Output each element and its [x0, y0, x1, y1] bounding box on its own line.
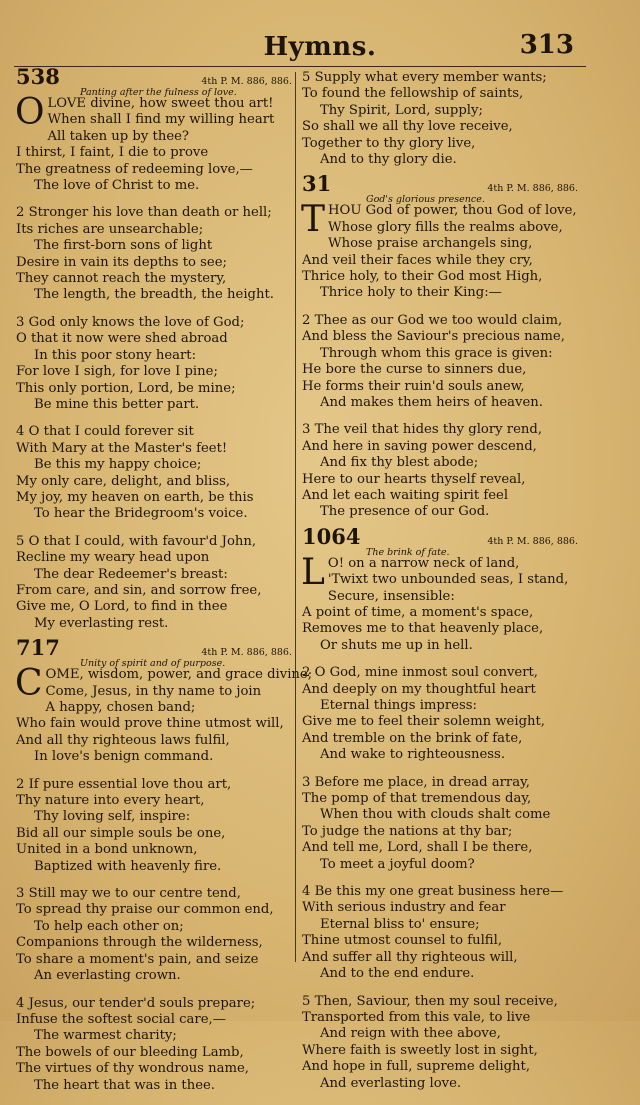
- verse-line: Whose glory fills the realms above,: [328, 219, 563, 235]
- drop-cap: C: [15, 663, 43, 705]
- hymn-number: 31: [302, 171, 332, 197]
- verse-line: All taken up by thee?: [47, 128, 189, 144]
- verse-line: 3 God only knows the love of God;: [16, 314, 245, 330]
- hymn-block: [301, 523, 582, 1092]
- verse-line: From care, and sin, and sorrow free,: [16, 582, 262, 598]
- verse-line: Give me, O Lord, to find in thee: [16, 599, 228, 615]
- verse-line: An everlasting crown.: [34, 968, 181, 984]
- verse-line: Whose praise archangels sing,: [328, 236, 533, 252]
- stanza: [16, 205, 296, 303]
- verse-line: 3 Before me place, in dread array,: [302, 774, 530, 790]
- stanza: [302, 422, 582, 520]
- verse-line: My only care, delight, and bliss,: [16, 473, 231, 489]
- verse-line: My everlasting rest.: [34, 615, 169, 631]
- verse-line: O! on a narrow neck of land,: [327, 555, 520, 571]
- verse-line: And makes them heirs of heaven.: [320, 394, 543, 410]
- stanza: [16, 424, 296, 522]
- hymn-number: 717: [16, 635, 60, 661]
- verse-line: The dear Redeemer's breast:: [34, 566, 228, 582]
- hymn-block: [301, 171, 582, 520]
- verse-line: Or shuts me up in hell.: [320, 637, 473, 653]
- verse-line: Thy Spirit, Lord, supply;: [320, 102, 483, 118]
- stanza: [16, 886, 296, 984]
- verse-line: For love I sigh, for love I pine;: [16, 364, 218, 380]
- hymn-block: [302, 70, 582, 168]
- verse-line: 3 The veil that hides thy glory rend,: [302, 422, 543, 438]
- verse-line: Eternal things impress:: [320, 698, 477, 713]
- verse-line: And tremble on the brink of fate,: [302, 730, 523, 746]
- verse-line: And here in saving power descend,: [302, 438, 537, 454]
- verse-line: Its riches are unsearchable;: [16, 221, 204, 237]
- verse-line: A point of time, a moment's space,: [302, 604, 534, 620]
- drop-cap: O: [15, 92, 45, 133]
- verse-line: The greatness of redeeming love,—: [16, 161, 253, 177]
- stanza: [302, 884, 582, 982]
- verse-line: Here to our hearts thyself reveal,: [302, 471, 526, 487]
- verse-line: Recline my weary head upon: [16, 550, 210, 566]
- hymn-heading: [16, 635, 296, 670]
- verse-line: Who fain would prove thine utmost will,: [16, 716, 284, 732]
- verse-line: In love's benign command.: [34, 749, 214, 765]
- verse-line: And veil their faces while they cry,: [302, 252, 533, 268]
- verse-line: Removes me to that heavenly place,: [302, 621, 544, 637]
- verse-line: This only portion, Lord, be mine;: [16, 380, 236, 396]
- verse-line: He bore the curse to sinners due,: [302, 362, 527, 378]
- verse-line: And deeply on my thoughtful heart: [302, 681, 536, 697]
- verse-line: Thy loving self, inspire:: [34, 809, 191, 825]
- hymn-meter: 4th P. M. 886, 886.: [487, 183, 578, 195]
- hymn-subtitle: God's glorious presence.: [366, 194, 485, 206]
- verse-line: Through whom this grace is given:: [320, 345, 553, 361]
- verse-line: And hope in full, supreme delight,: [302, 1059, 531, 1075]
- verse-line: 'Twixt two unbounded seas, I stand,: [327, 572, 569, 588]
- verse-line: Companions through the wilderness,: [16, 935, 263, 951]
- verse-line: Thrice holy to their King:—: [320, 285, 502, 301]
- hymn-number: 538: [16, 64, 60, 89]
- hymn-heading: [16, 64, 296, 98]
- verse-line: And to the end endure.: [320, 966, 475, 982]
- page-header: [0, 28, 640, 68]
- verse-line: And reign with thee above,: [320, 1026, 501, 1042]
- stanza: [302, 665, 582, 763]
- verse-line: 4 Jesus, our tender'd souls prepare;: [16, 995, 256, 1011]
- verse-line: And everlasting love.: [320, 1075, 462, 1091]
- verse-line: 5 Then, Saviour, then my soul receive,: [302, 993, 558, 1009]
- verse-line: 3 Still may we to our centre tend,: [16, 886, 241, 902]
- stanza: [302, 313, 582, 411]
- verse-line: And let each waiting spirit feel: [302, 487, 509, 503]
- verse-line: 2 If pure essential love thou art,: [16, 776, 232, 792]
- verse-line: With Mary at the Master's feet!: [16, 440, 228, 456]
- hymn-heading: [302, 523, 582, 558]
- verse-line: And wake to righteousness.: [320, 747, 506, 763]
- hymn-subtitle: The brink of fate.: [366, 546, 450, 558]
- header-rule: [14, 66, 586, 67]
- stanza: [302, 70, 582, 168]
- running-title: Hymns.: [263, 32, 377, 62]
- hymn-heading: [302, 171, 582, 206]
- verse-line: To help each other on;: [34, 918, 184, 934]
- verse-line: Where faith is sweetly lost in sight,: [302, 1042, 538, 1058]
- verse-line: He forms their ruin'd souls anew,: [302, 378, 525, 394]
- verse-line: Infuse the softest social care,—: [16, 1011, 226, 1027]
- verse-line: To judge the nations at thy bar;: [302, 823, 513, 839]
- verse-line: To hear the Bridegroom's voice.: [34, 506, 248, 522]
- verse-line: Thrice holy, to their God most High,: [302, 269, 543, 285]
- hymn-meter: 4th P. M. 886, 886.: [201, 76, 292, 87]
- verse-line: The virtues of thy wondrous name,: [16, 1061, 249, 1077]
- verse-line: With serious industry and fear: [302, 900, 506, 916]
- verse-line: Eternal bliss to' ensure;: [320, 916, 480, 932]
- stanza: [16, 996, 296, 1094]
- verse-line: LOVE divine, how sweet thou art!: [47, 96, 274, 111]
- verse-line: The length, the breadth, the height.: [34, 287, 274, 303]
- verse-line: The heart that was in thee.: [34, 1077, 215, 1093]
- hymn-meter: 4th P. M. 886, 886.: [201, 647, 292, 659]
- stanza: [302, 994, 582, 1092]
- verse-line: The love of Christ to me.: [34, 178, 200, 194]
- verse-line: Baptized with heavenly fire.: [34, 858, 222, 874]
- hymn-block: [15, 635, 313, 1094]
- verse-line: HOU God of power, thou God of love,: [328, 203, 577, 219]
- left-column: [15, 64, 313, 1105]
- hymn-block: [15, 64, 296, 632]
- stanza: [302, 775, 582, 873]
- verse-line: Come, Jesus, in thy name to join: [45, 683, 262, 699]
- verse-line: To spread thy praise our common end,: [16, 902, 274, 918]
- verse-line: 2 O God, mine inmost soul convert,: [302, 665, 538, 681]
- verse-line: 4 Be this my one great business here—: [302, 884, 564, 900]
- stanza: [16, 777, 296, 875]
- verse-line: The warmest charity;: [34, 1028, 177, 1044]
- verse-line: 5 O that I could, with favour'd John,: [16, 533, 257, 549]
- verse-line: My joy, my heaven on earth, be this: [16, 489, 254, 505]
- verse-line: I thirst, I faint, I die to prove: [16, 145, 209, 161]
- verse-line: United in a bond unknown,: [16, 842, 198, 858]
- verse-line: Secure, insensible:: [327, 588, 455, 604]
- verse-line: Together to thy glory live,: [302, 135, 476, 151]
- right-column: [302, 70, 582, 1103]
- verse-line: They cannot reach the mystery,: [16, 271, 227, 287]
- hymn-number: 1064: [302, 523, 361, 549]
- verse-line: In this poor stony heart:: [34, 347, 197, 363]
- verse-line: 4 O that I could forever sit: [16, 424, 194, 440]
- drop-cap: T: [301, 199, 326, 241]
- verse-line: And bless the Saviour's precious name,: [302, 329, 565, 345]
- verse-line: And to thy glory die.: [320, 152, 457, 168]
- verse-line: When shall I find my willing heart: [47, 112, 275, 128]
- verse-line: Transported from this vale, to live: [302, 1009, 531, 1025]
- verse-line: Give me to feel their solemn weight,: [302, 714, 545, 730]
- stanza: [16, 534, 296, 632]
- verse-line: Thine utmost counsel to fulfil,: [302, 933, 503, 949]
- verse-line: So shall we all thy love receive,: [302, 119, 513, 135]
- page-number: 313: [519, 30, 574, 60]
- verse-line: The presence of our God.: [320, 504, 490, 520]
- verse-line: Bid all our simple souls be one,: [16, 825, 226, 841]
- drop-cap: L: [301, 551, 325, 593]
- verse-line: 2 Thee as our God we too would claim,: [302, 312, 563, 328]
- verse-line: Be this my happy choice;: [34, 457, 202, 473]
- verse-line: And fix thy blest abode;: [320, 455, 479, 471]
- stanza: [16, 315, 296, 413]
- verse-line: To share a moment's pain, and seize: [16, 951, 259, 967]
- verse-line: Be mine this better part.: [34, 396, 200, 412]
- verse-line: Desire in vain its depths to see;: [16, 254, 227, 270]
- hymn-subtitle: Panting after the fulness of love.: [80, 87, 237, 98]
- verse-line: 5 Supply what every member wants;: [302, 70, 547, 85]
- verse-line: O that it now were shed abroad: [16, 331, 228, 347]
- verse-line: And all thy righteous laws fulfil,: [16, 732, 230, 748]
- verse-line: And suffer all thy righteous will,: [302, 949, 518, 965]
- verse-line: 2 Stronger his love than death or hell;: [16, 205, 272, 221]
- verse-line: When thou with clouds shalt come: [320, 807, 551, 823]
- verse-line: Thy nature into every heart,: [16, 793, 205, 809]
- verse-line: To found the fellowship of saints,: [302, 86, 524, 102]
- hymn-subtitle: Unity of spirit and of purpose.: [80, 658, 226, 670]
- hymn-meter: 4th P. M. 886, 886.: [487, 535, 578, 547]
- verse-line: A happy, chosen band;: [45, 700, 196, 715]
- verse-line: To meet a joyful doom?: [320, 856, 475, 872]
- verse-line: The pomp of that tremendous day,: [302, 791, 532, 807]
- verse-line: The first-born sons of light: [34, 238, 213, 254]
- verse-line: OME, wisdom, power, and grace divine;: [45, 667, 313, 683]
- verse-line: The bowels of our bleeding Lamb,: [16, 1044, 244, 1060]
- verse-line: And tell me, Lord, shall I be there,: [302, 840, 533, 856]
